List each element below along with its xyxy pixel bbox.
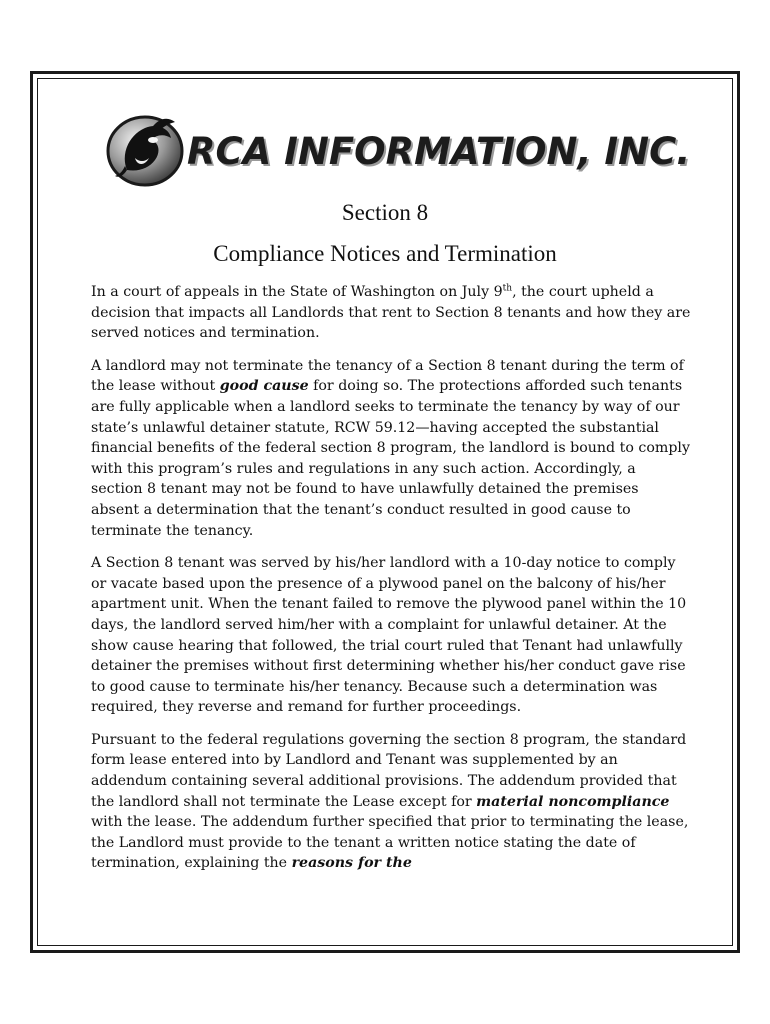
paragraph-1-ordinal: th xyxy=(502,283,513,294)
company-logo xyxy=(105,112,691,192)
paragraph-4 xyxy=(91,730,691,874)
paragraph-3: A Section 8 tenant was served by his/her landlord with a 10-day notice to comply or vacate based upon the presence of a plywood panel on the balcony of his/her apartment unit. When the tenant failed to remove the plywood panel within the 10 days, the landlord served him/her with a complaint for unlawful detainer. At the show cause hearing that followed, the trial court ruled that Tenant had unlawfully detainer the premises without first determining whether his/her conduct gave rise to good cause to terminate his/her tenancy. Because such a determination was required, they reverse and remand for further proceedings. xyxy=(91,555,687,716)
paragraph-1-text-a: In a court of appeals in the State of Washington on July 9 xyxy=(91,284,503,300)
document-body xyxy=(91,282,691,886)
paragraph-1-text-b: , the court upheld a decision that impacts all Landlords that rent to Section 8 tenants and how they are served notices and termination. xyxy=(91,284,691,342)
paragraph-4-emphasis-2: reasons for the xyxy=(291,855,412,872)
paragraph-1 xyxy=(91,282,691,344)
paragraph-2 xyxy=(91,356,691,541)
document-subtitle: Compliance Notices and Termination xyxy=(213,241,557,266)
paragraph-4-emphasis-1: material noncompliance xyxy=(476,793,670,810)
document-title: Section 8 xyxy=(341,200,429,225)
paragraph-4-text-a: Pursuant to the federal regulations governing the section 8 program, the standard form lease entered into by Landlord and Tenant was supplemented by an addendum containing several additional provisions. The addendum provided that the landlord shall not terminate the Lease except for xyxy=(91,731,687,810)
paragraph-2-text-b: for doing so. The protections afforded such tenants are fully applicable when a landlord seeks to terminate the tenancy by way of our state’s unlawful detainer statute, RCW 59.12—having accepted the substantial financial benefits of the federal section 8 program, the landlord is bound to comply with this program’s rules and regulations in any such action. Accordingly, a section 8 tenant may not be found to have unlawfully detained the premises absent a determination that the tenant’s conduct resulted in good cause to terminate the tenancy. xyxy=(91,378,690,539)
paragraph-4-text-b: with the lease. The addendum further specified that prior to terminating the lease, the Landlord must provide to the tenant a written notice stating the date of termination, explaining the xyxy=(91,814,689,872)
paragraph-2-text-a: A landlord may not terminate the tenancy of a Section 8 tenant during the term of the lease without xyxy=(91,357,684,395)
orca-logo-icon xyxy=(105,112,185,188)
company-name: RCA INFORMATION, INC. xyxy=(187,130,691,173)
paragraph-2-emphasis: good cause xyxy=(219,378,309,395)
